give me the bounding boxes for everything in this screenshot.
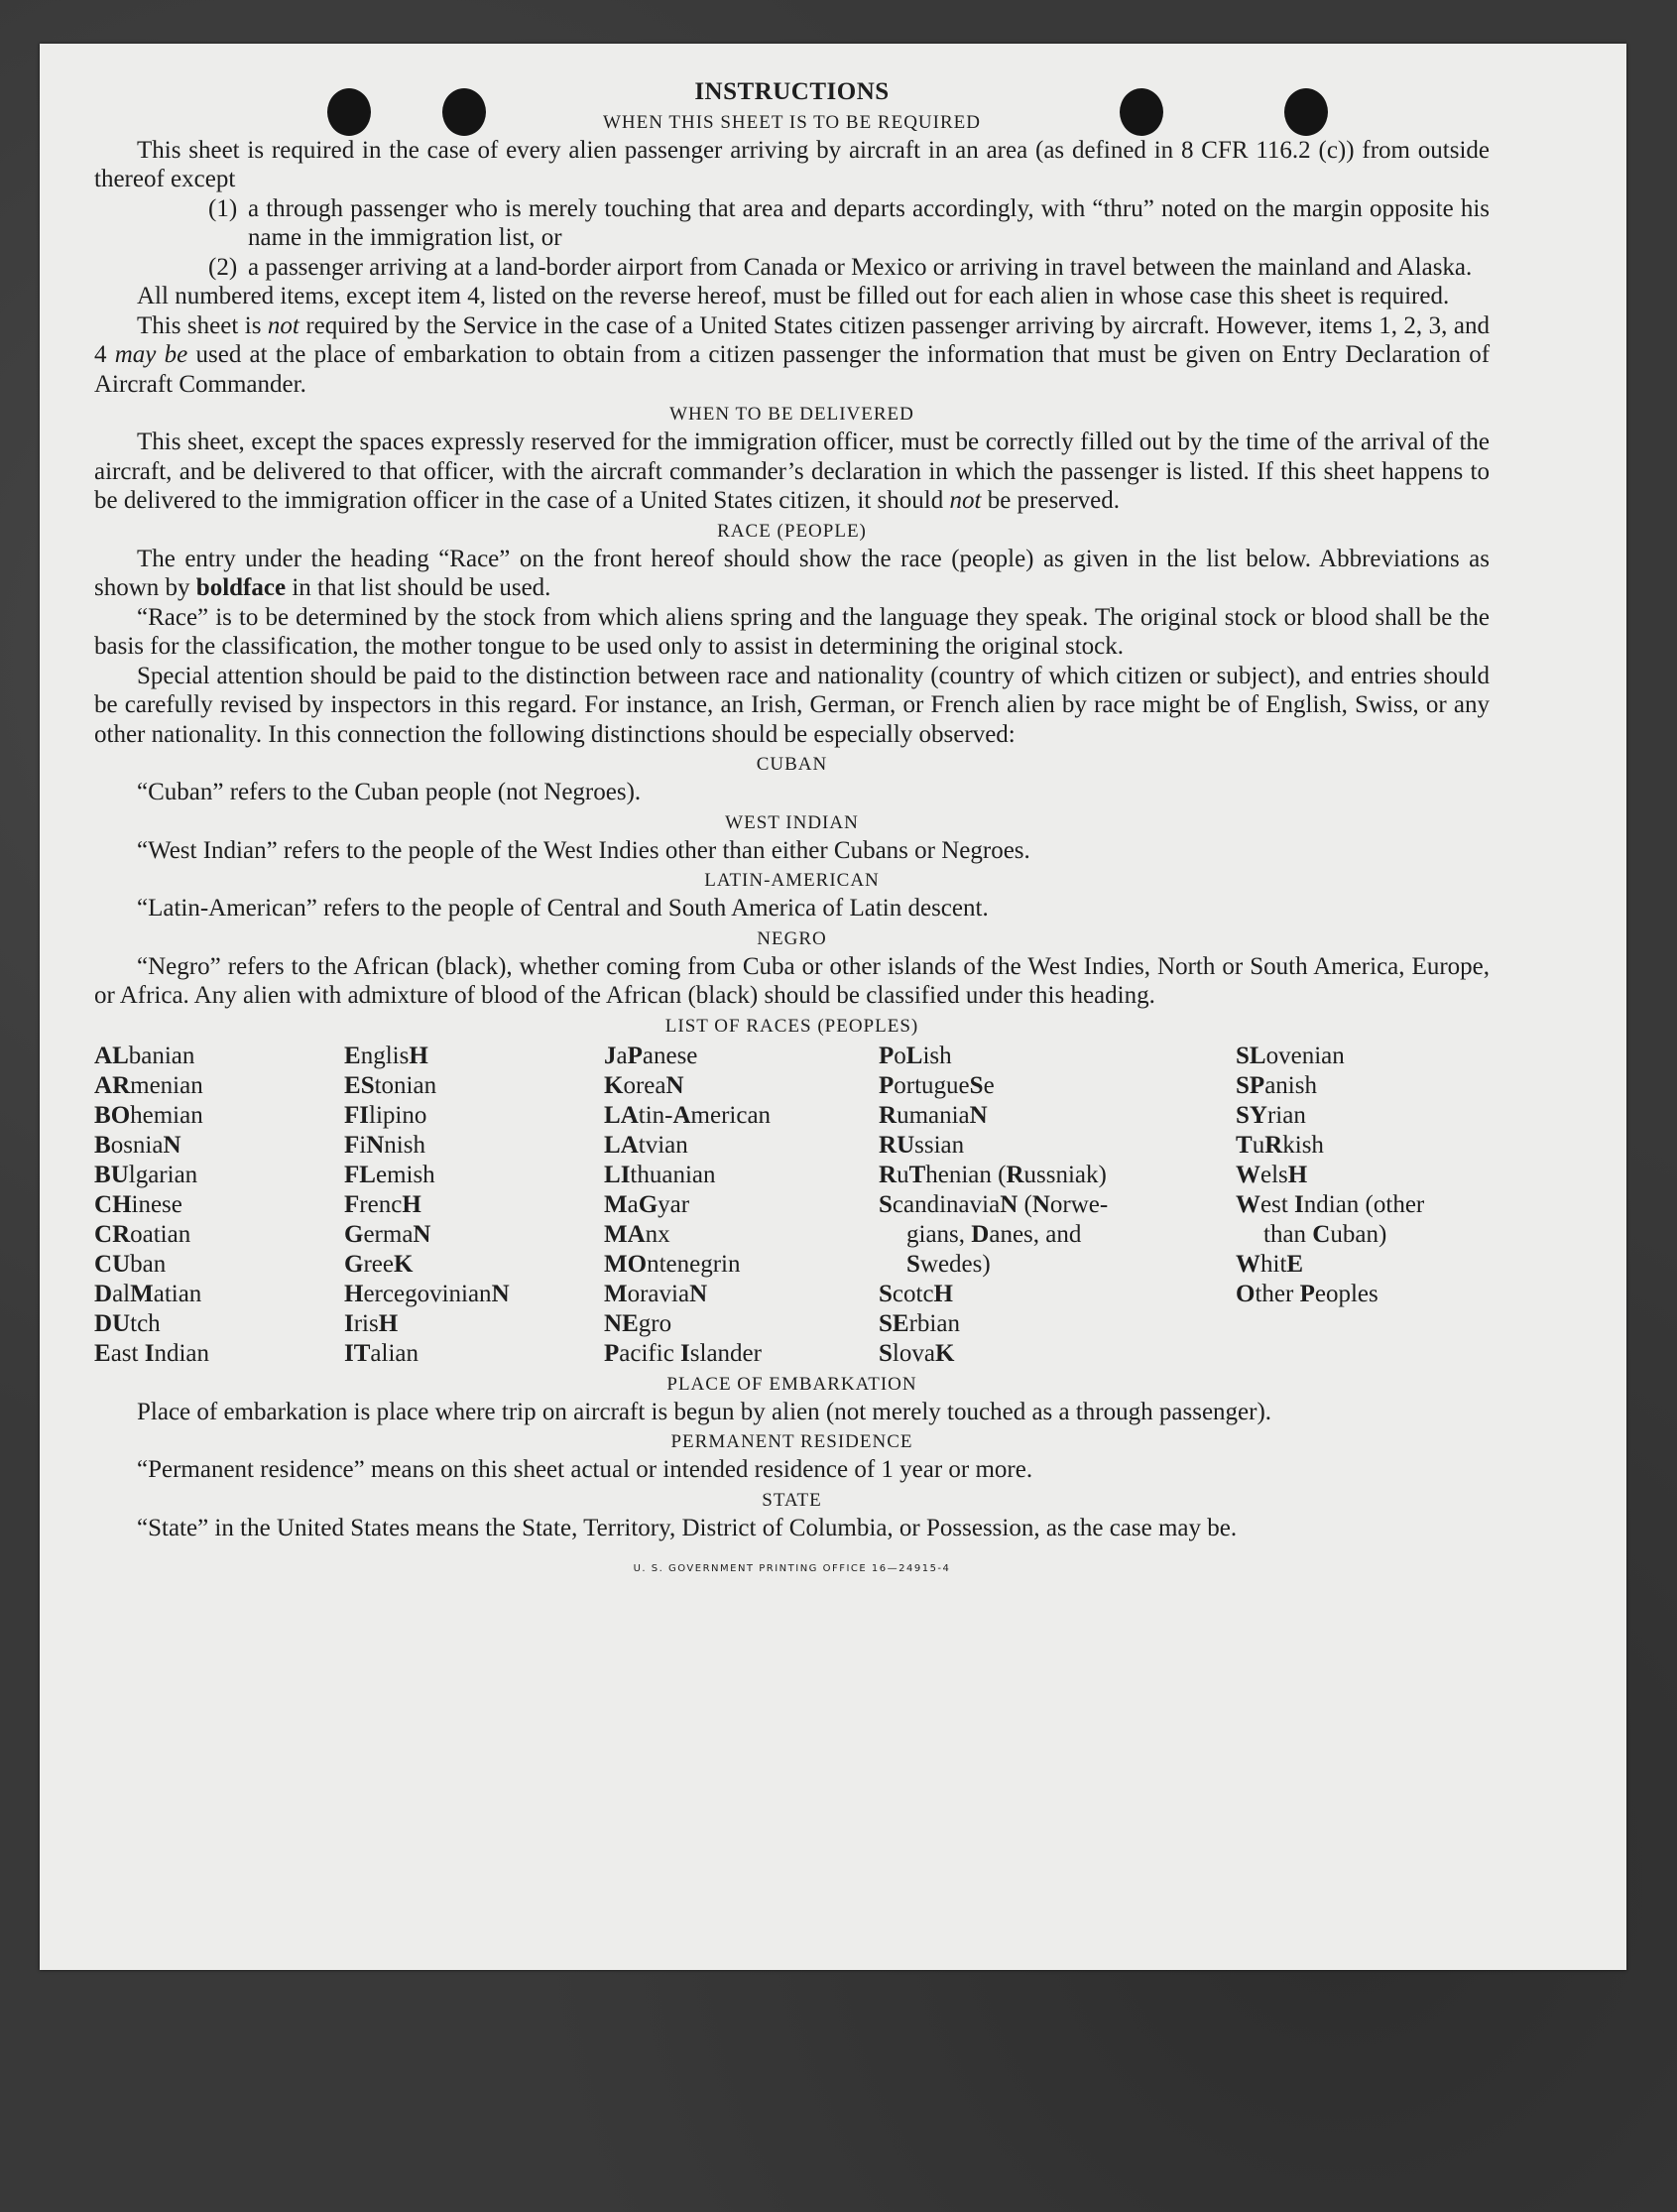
race-entry: ScandinaviaN (Norwe-: [879, 1190, 1109, 1218]
heading-embarkation: PLACE OF EMBARKATION: [666, 1373, 917, 1395]
race-entry: NEgro: [604, 1309, 672, 1337]
race-entry: MoraviaN: [604, 1280, 708, 1307]
emphasis: not: [267, 311, 299, 339]
race-entry: Other Peoples: [1236, 1280, 1378, 1307]
race-entry: SlovaK: [879, 1339, 955, 1367]
races-column-2: [344, 1042, 604, 1369]
heading-list-of-races: LIST OF RACES (PEOPLES): [664, 1015, 919, 1037]
instructions-content: [94, 71, 1490, 1584]
race-entry: ALbanian: [94, 1042, 195, 1069]
races-list: [94, 1042, 1490, 1369]
race-entry: GermaN: [344, 1220, 431, 1248]
heading-residence: PERMANENT RESIDENCE: [670, 1431, 913, 1452]
race-entry: MOntenegrin: [604, 1250, 741, 1278]
text-run: The entry under the heading “Race” on the front hereof should show the race (people) as given in the list below. Abbreviations as shown by: [94, 545, 1490, 601]
emphasis: not: [949, 487, 982, 514]
race-entry: LAtin-American: [604, 1101, 772, 1129]
race-entry-continued: Swedes): [906, 1250, 991, 1278]
race-entry: SLovenian: [1236, 1042, 1345, 1069]
heading-west-indian: WEST INDIAN: [725, 811, 859, 833]
emphasis: may be: [114, 341, 188, 368]
race-entry: ITalian: [344, 1339, 419, 1367]
race-entry: FIlipino: [344, 1101, 427, 1129]
paragraph: Special attention should be paid to the distinction between race and nationality (country of which citizen or subject), and entries should be carefully revised by inspectors in this regard. For instance, an Irish, German, or French alien by race might be of English, Swiss, or any other nationality. In this connection the following distinctions should be especially observed:: [94, 662, 1490, 748]
race-entry: ScotcH: [879, 1280, 953, 1307]
race-entry: RuThenian (Russniak): [879, 1161, 1107, 1188]
race-entry: LIthuanian: [604, 1161, 716, 1188]
text-run: This sheet is: [137, 311, 268, 339]
paragraph: “Negro” refers to the African (black), whether coming from Cuba or other islands of the West Indies, North or South America, Europe, or Africa. Any alien with admixture of blood of the African (black) should be classified under this heading.: [94, 952, 1490, 1009]
paragraph: This sheet is required in the case of every alien passenger arriving by aircraft in an area (as defined in 8 CFR 116.2 (c)) from outside thereof except: [94, 136, 1490, 192]
races-column-3: [604, 1042, 879, 1369]
race-entry: West Indian (other: [1236, 1190, 1425, 1218]
race-entry: JaPanese: [604, 1042, 698, 1069]
races-column-4: [879, 1042, 1236, 1369]
race-entry: TuRkish: [1236, 1131, 1324, 1159]
item-number: (2): [208, 253, 238, 281]
item-text: a through passenger who is merely touching that area and departs accordingly, with “thru” noted on the margin opposite his name in the immigration list, or: [248, 194, 1490, 251]
paragraph: All numbered items, except item 4, listed on the reverse hereof, must be filled out for each alien in whose case this sheet is required.: [137, 283, 1450, 309]
paragraph: [94, 545, 1490, 603]
races-column-1: [94, 1042, 344, 1369]
heading-required: WHEN THIS SHEET IS TO BE REQUIRED: [603, 111, 981, 133]
race-entry: SYrian: [1236, 1101, 1306, 1129]
text-run: be preserved.: [981, 487, 1120, 514]
heading-delivered: WHEN TO BE DELIVERED: [669, 404, 914, 425]
race-entry: SErbian: [879, 1309, 960, 1337]
heading-latin-american: LATIN-AMERICAN: [704, 870, 880, 891]
text-run: required by the Service in the case of a United States citizen passenger arriving by aircraft. However, items 1, 2, 3, and 4: [94, 311, 1490, 368]
race-entry: BosniaN: [94, 1131, 181, 1159]
race-entry: PoLish: [879, 1042, 952, 1069]
race-entry: RumaniaN: [879, 1101, 988, 1129]
heading-state: STATE: [762, 1489, 822, 1511]
item-number: (1): [208, 194, 238, 222]
text-run: This sheet, except the spaces expressly reserved for the immigration officer, must be correctly filled out by the time of the arrival of the aircraft, and be delivered to that officer, with the aircraft commander’s declaration in which the passenger is listed. If this sheet happens to be delivered to the immigration officer in the case of a United States citizen, it should: [94, 429, 1490, 514]
race-entry: Pacific Islander: [604, 1339, 762, 1367]
heading-cuban: CUBAN: [756, 754, 828, 775]
race-entry: BUlgarian: [94, 1161, 198, 1188]
race-entry: FiNnish: [344, 1131, 425, 1159]
race-entry: KoreaN: [604, 1071, 684, 1099]
paragraph: [94, 311, 1490, 400]
race-entry: MaGyar: [604, 1190, 690, 1218]
page-title: INSTRUCTIONS: [694, 78, 890, 105]
race-entry: CHinese: [94, 1190, 182, 1218]
race-entry: PortugueSe: [879, 1071, 995, 1099]
races-column-5: [1236, 1042, 1490, 1369]
bold-text: boldface: [195, 574, 287, 601]
race-entry: LAtvian: [604, 1131, 688, 1159]
race-entry: FLemish: [344, 1161, 435, 1188]
paragraph: “Permanent residence” means on this sheet actual or intended residence of 1 year or more.: [137, 1456, 1033, 1483]
race-entry: RUssian: [879, 1131, 965, 1159]
race-entry: CRoatian: [94, 1220, 191, 1248]
race-entry: BOhemian: [94, 1101, 203, 1129]
race-entry: HercegovinianN: [344, 1280, 510, 1307]
race-entry: East Indian: [94, 1339, 209, 1367]
item-text: a passenger arriving at a land-border airport from Canada or Mexico or arriving in travel between the mainland and Alaska.: [248, 253, 1473, 281]
race-entry: MAnx: [604, 1220, 670, 1248]
text-run: used at the place of embarkation to obtain from a citizen passenger the information that must be given on Entry Declaration of Aircraft Commander.: [94, 341, 1491, 398]
race-entry: CUban: [94, 1250, 167, 1278]
race-entry: EnglisH: [344, 1042, 428, 1069]
exception-item: [94, 194, 1490, 253]
paragraph: “Cuban” refers to the Cuban people (not Negroes).: [137, 779, 642, 805]
heading-negro: NEGRO: [757, 927, 827, 949]
race-entry: SPanish: [1236, 1071, 1317, 1099]
paragraph: “State” in the United States means the State, Territory, District of Columbia, or Possession, as the case may be.: [137, 1514, 1238, 1541]
race-entry-continued: than Cuban): [1263, 1220, 1387, 1248]
race-entry: WhitE: [1236, 1250, 1304, 1278]
heading-race: RACE (PEOPLE): [717, 520, 867, 542]
paragraph: “Latin-American” refers to the people of Central and South America of Latin descent.: [137, 895, 989, 922]
race-entry: DalMatian: [94, 1280, 202, 1307]
race-entry: ARmenian: [94, 1071, 203, 1099]
paragraph: “West Indian” refers to the people of the West Indies other than either Cubans or Negroes.: [137, 836, 1030, 864]
race-entry: WelsH: [1236, 1161, 1308, 1188]
printer-imprint: U. S. GOVERNMENT PRINTING OFFICE 16—24915-4: [633, 1563, 951, 1574]
race-entry: IrisH: [344, 1309, 399, 1337]
text-run: in that list should be used.: [286, 574, 551, 601]
race-entry: EStonian: [344, 1071, 437, 1099]
paragraph: [94, 428, 1490, 516]
race-entry: GreeK: [344, 1250, 414, 1278]
race-entry-continued: gians, Danes, and: [906, 1220, 1082, 1248]
race-entry: FrencH: [344, 1190, 421, 1218]
exception-item: [94, 253, 1490, 283]
race-entry: DUtch: [94, 1309, 161, 1337]
paragraph: Place of embarkation is place where trip on aircraft is begun by alien (not merely touched as a through passenger).: [137, 1398, 1272, 1425]
paragraph: “Race” is to be determined by the stock from which aliens spring and the language they speak. The original stock or blood shall be the basis for the classification, the mother tongue to be used only to assist in determining the original stock.: [94, 603, 1490, 660]
